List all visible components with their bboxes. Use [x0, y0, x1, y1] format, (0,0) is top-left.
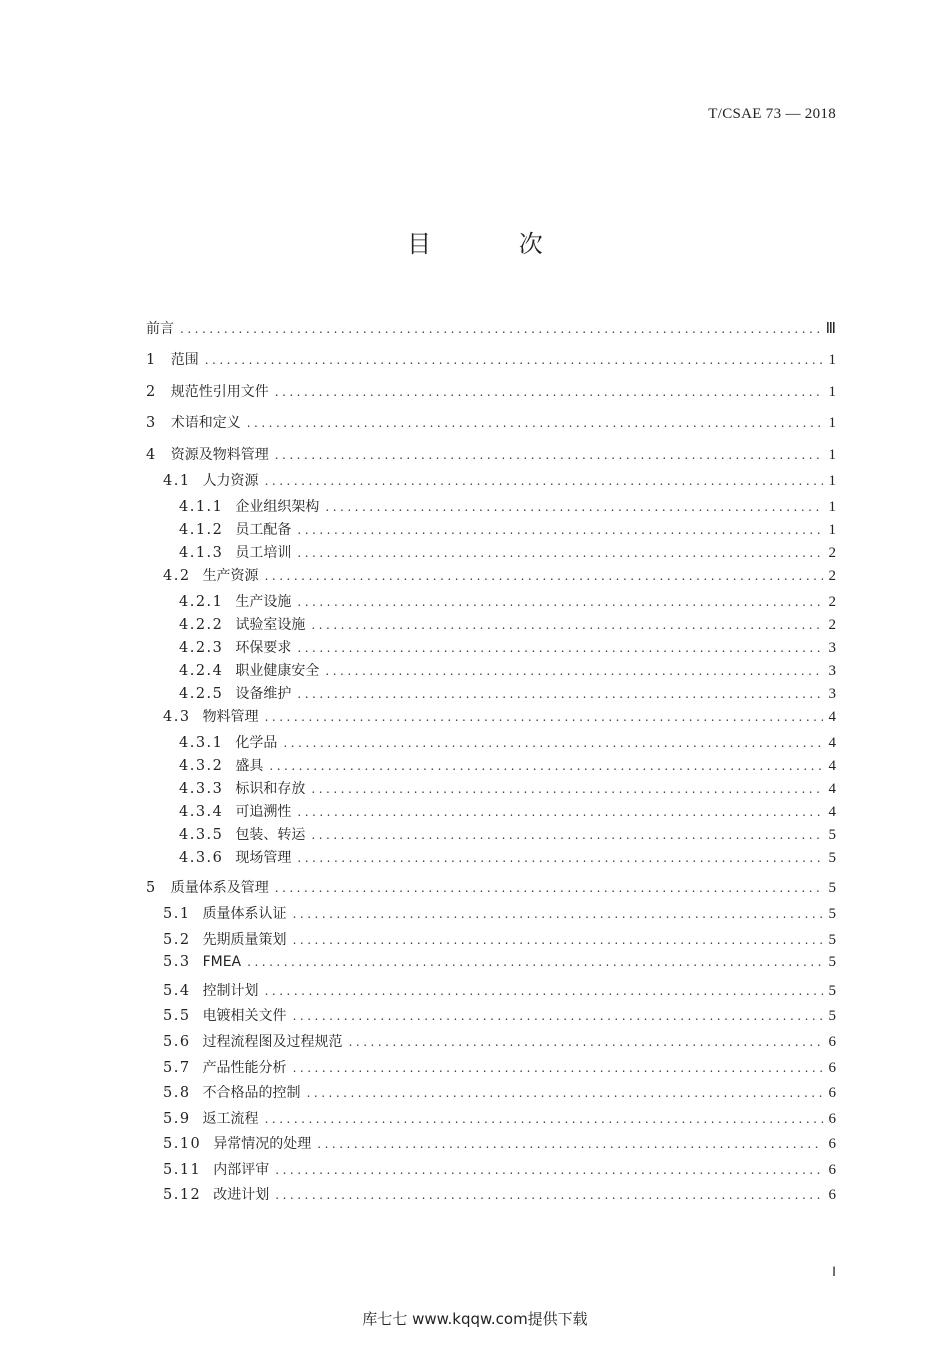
toc-leader-dots [275, 385, 823, 399]
toc-leader-dots [293, 933, 823, 947]
toc-leader-dots [275, 448, 823, 462]
toc-entry-number: 3 [146, 415, 157, 431]
toc-entry-label: FMEA [202, 954, 242, 970]
toc-entry-page: 5 [828, 1008, 836, 1024]
toc-entry-number: 4.2.4 [179, 663, 224, 679]
toc-entry[interactable] [163, 1184, 836, 1206]
toc-entry-number: 4.3.6 [179, 850, 224, 866]
toc-entry-number: 4.2.5 [179, 686, 224, 702]
toc-entry[interactable] [146, 349, 836, 371]
toc-leader-dots [180, 322, 820, 336]
toc-entry-label: 规范性引用文件 [170, 384, 269, 400]
toc-leader-dots [311, 618, 822, 632]
toc-entry-label: 人力资源 [202, 473, 259, 489]
toc-entry[interactable] [163, 954, 836, 976]
toc-leader-dots [265, 474, 823, 488]
toc-entry-label: 资源及物料管理 [170, 447, 269, 463]
toc-leader-dots [247, 955, 822, 969]
toc-entry[interactable] [163, 1005, 836, 1027]
toc-entry-page: 1 [828, 352, 836, 368]
toc-entry-label: 员工培训 [235, 545, 292, 561]
toc-entry-label: 生产资源 [202, 568, 259, 584]
toc-entry-number: 5 [146, 880, 157, 896]
toc-entry-label: 过程流程图及过程规范 [202, 1034, 343, 1050]
toc-entry-number: 5.2 [163, 932, 191, 948]
toc-leader-dots [205, 353, 823, 367]
toc-leader-dots [293, 1009, 823, 1023]
toc-leader-dots [311, 782, 822, 796]
toc-entry-number: 4 [146, 447, 157, 463]
toc-entry-label: 先期质量策划 [202, 932, 287, 948]
toc-entry[interactable] [146, 444, 836, 466]
toc-entry-page: 6 [828, 1034, 836, 1050]
toc-entry-number: 4.3.3 [179, 781, 224, 797]
toc-entry[interactable] [146, 318, 836, 340]
toc-entry-number: 2 [146, 384, 157, 400]
toc-leader-dots [307, 1086, 823, 1100]
toc-entry-label: 员工配备 [235, 522, 292, 538]
toc-entry-number: 5.9 [163, 1111, 191, 1127]
toc-entry-page: 5 [828, 827, 836, 843]
toc-entry-number: 5.1 [163, 906, 191, 922]
toc-entry-number: 4.1.3 [179, 545, 224, 561]
toc-leader-dots [275, 1163, 822, 1177]
toc-entry[interactable] [163, 470, 836, 492]
toc-entry-page: 6 [828, 1136, 836, 1152]
toc-entry-label: 术语和定义 [170, 415, 241, 431]
toc-entry-label: 质量体系及管理 [170, 880, 269, 896]
toc-leader-dots [265, 710, 823, 724]
toc-leader-dots [293, 1061, 823, 1075]
toc-entry-number: 5.7 [163, 1060, 191, 1076]
toc-leader-dots [311, 828, 822, 842]
toc-entry[interactable] [163, 929, 836, 951]
toc-entry-number: 4.3.2 [179, 758, 224, 774]
toc-entry-page: 3 [828, 640, 836, 656]
toc-entry-page: 2 [828, 545, 836, 561]
toc-entry[interactable] [163, 1108, 836, 1130]
toc-entry[interactable] [146, 877, 836, 899]
toc-entry-label: 现场管理 [235, 850, 292, 866]
toc-entry-number: 4.2 [163, 568, 191, 584]
toc-entry[interactable] [163, 1133, 836, 1155]
toc-entry-label: 内部评审 [213, 1162, 270, 1178]
toc-leader-dots [265, 984, 823, 998]
toc-leader-dots [297, 546, 822, 560]
toc-entry-label: 设备维护 [235, 686, 292, 702]
toc-entry-page: 3 [828, 663, 836, 679]
toc-entry-page: 4 [828, 709, 836, 725]
toc-entry-number: 4.3.1 [179, 735, 224, 751]
toc-entry[interactable] [163, 1159, 836, 1181]
toc-leader-dots [275, 881, 823, 895]
toc-entry-number: 4.1 [163, 473, 191, 489]
page-title: 目 次 [407, 230, 583, 258]
toc-entry-page: 6 [828, 1111, 836, 1127]
toc-entry-label: 盛具 [235, 758, 264, 774]
toc-entry-page: 2 [828, 594, 836, 610]
toc-entry-number: 4.3.4 [179, 804, 224, 820]
toc-entry-label: 范围 [170, 352, 199, 368]
toc-entry-label: 控制计划 [202, 983, 259, 999]
toc-entry-label: 试验室设施 [235, 617, 306, 633]
toc-entry[interactable] [179, 801, 836, 823]
toc-entry[interactable] [179, 496, 836, 518]
toc-entry-page: 5 [828, 906, 836, 922]
toc-entry-label: 产品性能分析 [202, 1060, 287, 1076]
toc-entry-page: 1 [828, 522, 836, 538]
toc-entry-page: 3 [828, 686, 836, 702]
toc-entry[interactable] [179, 683, 836, 705]
toc-entry-page: 4 [828, 804, 836, 820]
toc-entry[interactable] [163, 565, 836, 587]
toc-entry-label: 可追溯性 [235, 804, 292, 820]
toc-entry[interactable] [179, 542, 836, 564]
toc-leader-dots [297, 595, 822, 609]
toc-entry[interactable] [163, 1031, 836, 1053]
toc-entry-number: 4.3 [163, 709, 191, 725]
toc-entry-page: 4 [828, 758, 836, 774]
toc-entry-page: 5 [828, 880, 836, 896]
toc-entry-number: 5.10 [163, 1136, 202, 1152]
toc-entry-label: 化学品 [235, 735, 278, 751]
toc-entry[interactable] [146, 412, 836, 434]
toc-entry-label: 返工流程 [202, 1111, 259, 1127]
toc-entry-number: 5.8 [163, 1085, 191, 1101]
toc-entry-page: 6 [828, 1085, 836, 1101]
toc-entry-label: 质量体系认证 [202, 906, 287, 922]
toc-entry[interactable] [179, 824, 836, 846]
toc-entry-label: 生产设施 [235, 594, 292, 610]
toc-leader-dots [297, 851, 822, 865]
toc-entry-number: 4.2.2 [179, 617, 224, 633]
toc-entry-page: 6 [828, 1060, 836, 1076]
toc-leader-dots [325, 500, 822, 514]
toc-entry-label: 前言 [146, 321, 174, 337]
toc-entry[interactable] [179, 591, 836, 613]
toc-entry-page: 1 [828, 473, 836, 489]
toc-entry[interactable] [163, 706, 836, 728]
toc-entry-label: 改进计划 [213, 1187, 270, 1203]
toc-leader-dots [265, 1112, 823, 1126]
toc-entry-label: 不合格品的控制 [202, 1085, 301, 1101]
toc-entry-label: 环保要求 [235, 640, 292, 656]
toc-entry[interactable] [179, 660, 836, 682]
toc-entry[interactable] [179, 732, 836, 754]
toc-entry[interactable] [179, 637, 836, 659]
toc-entry[interactable] [163, 903, 836, 925]
footer-download-note: 库七七 www.kqqw.com提供下载 [362, 1310, 588, 1328]
toc-entry[interactable] [163, 1082, 836, 1104]
toc-entry-page: 6 [828, 1162, 836, 1178]
toc-entry-label: 职业健康安全 [235, 663, 320, 679]
toc-entry-number: 5.5 [163, 1008, 191, 1024]
toc-leader-dots [297, 523, 822, 537]
toc-entry-number: 1 [146, 352, 157, 368]
toc-leader-dots [297, 805, 822, 819]
toc-leader-dots [293, 907, 823, 921]
toc-leader-dots [325, 664, 822, 678]
toc-entry-label: 异常情况的处理 [213, 1136, 312, 1152]
toc-entry-page: Ⅲ [825, 321, 836, 337]
toc-entry[interactable] [163, 980, 836, 1002]
toc-entry-page: 5 [828, 983, 836, 999]
toc-entry-page: 1 [828, 447, 836, 463]
toc-entry-page: 1 [828, 499, 836, 515]
toc-leader-dots [349, 1035, 823, 1049]
toc-entry-number: 4.2.1 [179, 594, 224, 610]
toc-entry-page: 2 [828, 617, 836, 633]
toc-entry-page: 1 [828, 384, 836, 400]
toc-entry-number: 5.4 [163, 983, 191, 999]
page-number: Ⅰ [832, 1264, 836, 1279]
toc-leader-dots [275, 1188, 822, 1202]
toc-entry-page: 5 [828, 850, 836, 866]
toc-entry[interactable] [146, 381, 836, 403]
toc-entry-page: 5 [828, 932, 836, 948]
toc-entry-label: 电镀相关文件 [202, 1008, 287, 1024]
toc-entry-page: 4 [828, 735, 836, 751]
toc-entry-label: 企业组织架构 [235, 499, 320, 515]
toc-leader-dots [317, 1137, 822, 1151]
toc-entry[interactable] [179, 519, 836, 541]
standard-code: T/CSAE 73 — 2018 [708, 106, 836, 122]
toc-leader-dots [297, 641, 822, 655]
toc-entry-label: 物料管理 [202, 709, 259, 725]
toc-entry[interactable] [179, 614, 836, 636]
toc-entry-number: 5.6 [163, 1034, 191, 1050]
toc-entry-number: 5.12 [163, 1187, 202, 1203]
toc-entry-page: 1 [828, 415, 836, 431]
toc-leader-dots [283, 736, 822, 750]
toc-entry-label: 包装、转运 [235, 827, 306, 843]
toc-leader-dots [269, 759, 822, 773]
toc-entry-number: 4.3.5 [179, 827, 224, 843]
toc-leader-dots [265, 569, 823, 583]
toc-leader-dots [247, 416, 823, 430]
toc-entry[interactable] [179, 755, 836, 777]
toc-entry-number: 4.2.3 [179, 640, 224, 656]
toc-entry[interactable] [179, 847, 836, 869]
toc-entry-number: 5.11 [163, 1162, 202, 1178]
toc-entry-page: 2 [828, 568, 836, 584]
toc-entry[interactable] [163, 1057, 836, 1079]
toc-entry-number: 4.1.1 [179, 499, 224, 515]
toc-entry-number: 5.3 [163, 954, 191, 970]
toc-entry-label: 标识和存放 [235, 781, 306, 797]
toc-entry-page: 6 [828, 1187, 836, 1203]
toc-entry[interactable] [179, 778, 836, 800]
toc-entry-page: 4 [828, 781, 836, 797]
toc-entry-page: 5 [828, 954, 836, 970]
toc-leader-dots [297, 687, 822, 701]
toc-entry-number: 4.1.2 [179, 522, 224, 538]
